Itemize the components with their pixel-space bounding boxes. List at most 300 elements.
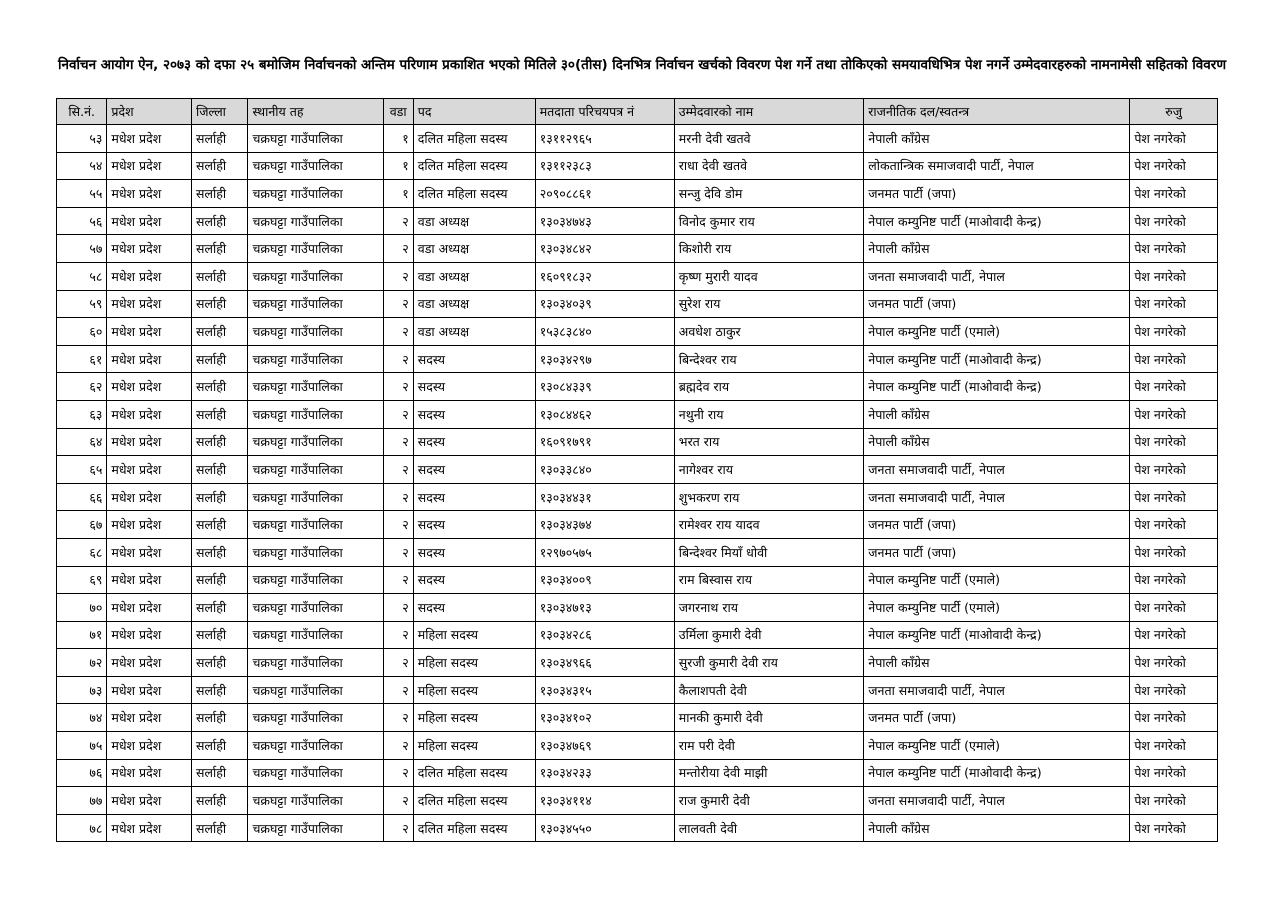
party-cell: नेपाल कम्युनिष्ट पार्टी (माओवादी केन्द्र) [864,621,1130,649]
province-cell: मधेश प्रदेश [107,594,192,622]
voter-id-cell: २०९०८८६१ [535,180,674,208]
voter-id-cell: १३०३४२३३ [535,759,674,787]
serial-cell: ७२ [57,649,107,677]
verification-cell: पेश नगरेको [1130,732,1218,760]
party-cell: नेपाली काँग्रेस [864,400,1130,428]
verification-cell: पेश नगरेको [1130,594,1218,622]
voter-id-cell: १३०३४३७४ [535,511,674,539]
serial-cell: ६० [57,318,107,346]
post-cell: दलित महिला सदस्य [413,125,535,153]
verification-cell: पेश नगरेको [1130,704,1218,732]
serial-cell: ७० [57,594,107,622]
party-cell: नेपाली काँग्रेस [864,814,1130,842]
verification-cell: पेश नगरेको [1130,290,1218,318]
serial-cell: ६६ [57,483,107,511]
province-cell: मधेश प्रदेश [107,566,192,594]
table-row [57,373,1218,401]
table-row [57,649,1218,677]
ward-cell: २ [383,262,413,290]
candidate-name-cell: मानकी कुमारी देवी [674,704,863,732]
voter-id-cell: १३०३४११४ [535,787,674,815]
post-cell: महिला सदस्य [413,704,535,732]
candidate-name-cell: राज कुमारी देवी [674,787,863,815]
candidate-name-cell: मरनी देवी खतवे [674,125,863,153]
candidate-name-cell: कैलाशपती देवी [674,676,863,704]
table-row [57,262,1218,290]
district-cell: सर्लाही [192,594,248,622]
serial-cell: ७६ [57,759,107,787]
verification-cell: पेश नगरेको [1130,511,1218,539]
serial-cell: ७५ [57,732,107,760]
local-level-cell: चक्रघट्टा गाउँपालिका [248,400,383,428]
post-cell: सदस्य [413,400,535,428]
serial-cell: ५६ [57,207,107,235]
candidate-name-cell: भरत राय [674,428,863,456]
serial-cell: ५९ [57,290,107,318]
district-cell: सर्लाही [192,566,248,594]
candidate-name-cell: शुभकरण राय [674,483,863,511]
ward-cell: २ [383,318,413,346]
ward-cell: २ [383,594,413,622]
serial-cell: ५८ [57,262,107,290]
district-cell: सर्लाही [192,649,248,677]
voter-id-cell: १३०८४४६२ [535,400,674,428]
ward-cell: २ [383,428,413,456]
ward-cell: २ [383,787,413,815]
candidate-name-cell: राधा देवी खतवे [674,152,863,180]
local-level-cell: चक्रघट्टा गाउँपालिका [248,345,383,373]
province-cell: मधेश प्रदेश [107,373,192,401]
table-row [57,290,1218,318]
local-level-cell: चक्रघट्टा गाउँपालिका [248,373,383,401]
ward-cell: २ [383,621,413,649]
col-header-voter-id: मतदाता परिचयपत्र नं [535,99,674,125]
party-cell: नेपाली काँग्रेस [864,428,1130,456]
province-cell: मधेश प्रदेश [107,125,192,153]
ward-cell: २ [383,759,413,787]
voter-id-cell: १३०३४३१५ [535,676,674,704]
candidate-table [56,98,1218,842]
province-cell: मधेश प्रदेश [107,787,192,815]
party-cell: नेपाल कम्युनिष्ट पार्टी (माओवादी केन्द्र) [864,207,1130,235]
party-cell: नेपाल कम्युनिष्ट पार्टी (एमाले) [864,594,1130,622]
table-row [57,318,1218,346]
table-row [57,483,1218,511]
serial-cell: ५५ [57,180,107,208]
ward-cell: २ [383,207,413,235]
local-level-cell: चक्रघट्टा गाउँपालिका [248,125,383,153]
serial-cell: ५३ [57,125,107,153]
province-cell: मधेश प्रदेश [107,538,192,566]
province-cell: मधेश प्रदेश [107,400,192,428]
candidate-name-cell: सन्जु देवि डोम [674,180,863,208]
table-row [57,207,1218,235]
voter-id-cell: १३०३४२८६ [535,621,674,649]
party-cell: जनता समाजवादी पार्टी, नेपाल [864,456,1130,484]
voter-id-cell: १३११२९६५ [535,125,674,153]
local-level-cell: चक्रघट्टा गाउँपालिका [248,428,383,456]
ward-cell: २ [383,538,413,566]
party-cell: लोकतान्त्रिक समाजवादी पार्टी, नेपाल [864,152,1130,180]
province-cell: मधेश प्रदेश [107,483,192,511]
post-cell: सदस्य [413,373,535,401]
serial-cell: ६३ [57,400,107,428]
party-cell: नेपाली काँग्रेस [864,125,1130,153]
table-row [57,400,1218,428]
candidate-name-cell: लालवती देवी [674,814,863,842]
district-cell: सर्लाही [192,732,248,760]
col-header-province: प्रदेश [107,99,192,125]
local-level-cell: चक्रघट्टा गाउँपालिका [248,262,383,290]
serial-cell: ६१ [57,345,107,373]
ward-cell: २ [383,456,413,484]
district-cell: सर्लाही [192,814,248,842]
post-cell: महिला सदस्य [413,621,535,649]
table-row [57,538,1218,566]
district-cell: सर्लाही [192,152,248,180]
post-cell: महिला सदस्य [413,649,535,677]
serial-cell: ७३ [57,676,107,704]
table-row [57,732,1218,760]
serial-cell: ६२ [57,373,107,401]
ward-cell: २ [383,676,413,704]
local-level-cell: चक्रघट्टा गाउँपालिका [248,207,383,235]
post-cell: वडा अध्यक्ष [413,262,535,290]
post-cell: सदस्य [413,456,535,484]
post-cell: दलित महिला सदस्य [413,180,535,208]
party-cell: जनता समाजवादी पार्टी, नेपाल [864,676,1130,704]
voter-id-cell: १३०३४०३९ [535,290,674,318]
province-cell: मधेश प्रदेश [107,318,192,346]
province-cell: मधेश प्रदेश [107,207,192,235]
party-cell: जनमत पार्टी (जपा) [864,290,1130,318]
local-level-cell: चक्रघट्टा गाउँपालिका [248,152,383,180]
table-row [57,787,1218,815]
ward-cell: २ [383,814,413,842]
serial-cell: ५४ [57,152,107,180]
province-cell: मधेश प्रदेश [107,649,192,677]
table-row [57,152,1218,180]
party-cell: जनमत पार्टी (जपा) [864,511,1130,539]
local-level-cell: चक्रघट्टा गाउँपालिका [248,594,383,622]
voter-id-cell: १३०३४९६६ [535,649,674,677]
post-cell: दलित महिला सदस्य [413,759,535,787]
voter-id-cell: १३०३४१०२ [535,704,674,732]
post-cell: सदस्य [413,538,535,566]
local-level-cell: चक्रघट्टा गाउँपालिका [248,483,383,511]
candidate-name-cell: जगरनाथ राय [674,594,863,622]
serial-cell: ६४ [57,428,107,456]
ward-cell: २ [383,373,413,401]
serial-cell: ७८ [57,814,107,842]
document-title: निर्वाचन आयोग ऐन, २०७३ को दफा २५ बमोजिम निर्वाचनको अन्तिम परिणाम प्रकाशित भएको मितिले ३०(तीस) दिनभित्र निर्वाचन खर्चको विवरण पेश गर्ने तथा तोकिएको समयावधिभित्र पेश नगर्ने उम्मेदवारहरुको नामनामेसी सहितको विवरण [58,57,1227,73]
post-cell: सदस्य [413,483,535,511]
local-level-cell: चक्रघट्टा गाउँपालिका [248,814,383,842]
local-level-cell: चक्रघट्टा गाउँपालिका [248,676,383,704]
ward-cell: २ [383,649,413,677]
ward-cell: २ [383,483,413,511]
ward-cell: २ [383,511,413,539]
verification-cell: पेश नगरेको [1130,373,1218,401]
party-cell: नेपाल कम्युनिष्ट पार्टी (एमाले) [864,318,1130,346]
post-cell: वडा अध्यक्ष [413,207,535,235]
local-level-cell: चक्रघट्टा गाउँपालिका [248,235,383,263]
serial-cell: ७७ [57,787,107,815]
verification-cell: पेश नगरेको [1130,235,1218,263]
candidate-name-cell: विनोद कुमार राय [674,207,863,235]
province-cell: मधेश प्रदेश [107,235,192,263]
candidate-name-cell: सुरेश राय [674,290,863,318]
province-cell: मधेश प्रदेश [107,152,192,180]
voter-id-cell: १२९७०५७५ [535,538,674,566]
ward-cell: २ [383,235,413,263]
local-level-cell: चक्रघट्टा गाउँपालिका [248,759,383,787]
voter-id-cell: १३११२३८३ [535,152,674,180]
local-level-cell: चक्रघट्टा गाउँपालिका [248,290,383,318]
verification-cell: पेश नगरेको [1130,621,1218,649]
col-header-local-level: स्थानीय तह [248,99,383,125]
post-cell: वडा अध्यक्ष [413,318,535,346]
voter-id-cell: १६०९१७९१ [535,428,674,456]
table-row [57,814,1218,842]
voter-id-cell: १५३८३८४० [535,318,674,346]
province-cell: मधेश प्रदेश [107,704,192,732]
party-cell: जनता समाजवादी पार्टी, नेपाल [864,787,1130,815]
ward-cell: १ [383,125,413,153]
district-cell: सर्लाही [192,676,248,704]
local-level-cell: चक्रघट्टा गाउँपालिका [248,621,383,649]
ward-cell: २ [383,400,413,428]
table-row [57,594,1218,622]
verification-cell: पेश नगरेको [1130,180,1218,208]
ward-cell: १ [383,152,413,180]
district-cell: सर्लाही [192,704,248,732]
candidate-name-cell: बिन्देश्वर राय [674,345,863,373]
party-cell: जनमत पार्टी (जपा) [864,538,1130,566]
table-header-row [57,99,1218,125]
candidate-name-cell: उर्मिला कुमारी देवी [674,621,863,649]
table-row [57,676,1218,704]
party-cell: नेपाल कम्युनिष्ट पार्टी (माओवादी केन्द्र) [864,345,1130,373]
verification-cell: पेश नगरेको [1130,814,1218,842]
table-row [57,125,1218,153]
province-cell: मधेश प्रदेश [107,456,192,484]
verification-cell: पेश नगरेको [1130,787,1218,815]
post-cell: दलित महिला सदस्य [413,814,535,842]
province-cell: मधेश प्रदेश [107,180,192,208]
post-cell: सदस्य [413,511,535,539]
province-cell: मधेश प्रदेश [107,290,192,318]
local-level-cell: चक्रघट्टा गाउँपालिका [248,318,383,346]
candidate-name-cell: ब्रह्मदेव राय [674,373,863,401]
candidate-name-cell: राम परी देवी [674,732,863,760]
serial-cell: ६८ [57,538,107,566]
table-row [57,428,1218,456]
party-cell: नेपाल कम्युनिष्ट पार्टी (एमाले) [864,732,1130,760]
party-cell: नेपाल कम्युनिष्ट पार्टी (माओवादी केन्द्र) [864,759,1130,787]
district-cell: सर्लाही [192,125,248,153]
province-cell: मधेश प्रदेश [107,759,192,787]
ward-cell: २ [383,345,413,373]
ward-cell: २ [383,732,413,760]
district-cell: सर्लाही [192,483,248,511]
col-header-verification: रुजु [1130,99,1218,125]
local-level-cell: चक्रघट्टा गाउँपालिका [248,649,383,677]
post-cell: वडा अध्यक्ष [413,235,535,263]
local-level-cell: चक्रघट्टा गाउँपालिका [248,456,383,484]
voter-id-cell: १३०३४२९७ [535,345,674,373]
district-cell: सर्लाही [192,180,248,208]
voter-id-cell: १३०३४००९ [535,566,674,594]
voter-id-cell: १३०३४७६९ [535,732,674,760]
post-cell: सदस्य [413,345,535,373]
post-cell: सदस्य [413,594,535,622]
verification-cell: पेश नगरेको [1130,318,1218,346]
party-cell: जनमत पार्टी (जपा) [864,704,1130,732]
verification-cell: पेश नगरेको [1130,207,1218,235]
candidate-name-cell: किशोरी राय [674,235,863,263]
district-cell: सर्लाही [192,262,248,290]
district-cell: सर्लाही [192,318,248,346]
col-header-party: राजनीतिक दल/स्वतन्त्र [864,99,1130,125]
local-level-cell: चक्रघट्टा गाउँपालिका [248,538,383,566]
district-cell: सर्लाही [192,787,248,815]
district-cell: सर्लाही [192,538,248,566]
province-cell: मधेश प्रदेश [107,345,192,373]
table-row [57,180,1218,208]
party-cell: जनता समाजवादी पार्टी, नेपाल [864,483,1130,511]
candidate-name-cell: नागेश्वर राय [674,456,863,484]
district-cell: सर्लाही [192,373,248,401]
table-row [57,621,1218,649]
verification-cell: पेश नगरेको [1130,538,1218,566]
voter-id-cell: १३०८४३३९ [535,373,674,401]
candidate-name-cell: रामेश्वर राय यादव [674,511,863,539]
district-cell: सर्लाही [192,400,248,428]
party-cell: नेपाल कम्युनिष्ट पार्टी (माओवादी केन्द्र) [864,373,1130,401]
post-cell: दलित महिला सदस्य [413,787,535,815]
voter-id-cell: १३०३४७४३ [535,207,674,235]
col-header-district: जिल्ला [192,99,248,125]
table-row [57,345,1218,373]
candidate-name-cell: नथुनी राय [674,400,863,428]
party-cell: नेपाली काँग्रेस [864,235,1130,263]
col-header-post: पद [413,99,535,125]
province-cell: मधेश प्रदेश [107,732,192,760]
province-cell: मधेश प्रदेश [107,428,192,456]
ward-cell: २ [383,704,413,732]
province-cell: मधेश प्रदेश [107,676,192,704]
post-cell: दलित महिला सदस्य [413,152,535,180]
verification-cell: पेश नगरेको [1130,428,1218,456]
ward-cell: २ [383,566,413,594]
verification-cell: पेश नगरेको [1130,400,1218,428]
province-cell: मधेश प्रदेश [107,814,192,842]
table-row [57,235,1218,263]
serial-cell: ६९ [57,566,107,594]
serial-cell: ७१ [57,621,107,649]
party-cell: जनमत पार्टी (जपा) [864,180,1130,208]
local-level-cell: चक्रघट्टा गाउँपालिका [248,511,383,539]
district-cell: सर्लाही [192,345,248,373]
verification-cell: पेश नगरेको [1130,456,1218,484]
table-row [57,456,1218,484]
province-cell: मधेश प्रदेश [107,262,192,290]
candidate-name-cell: कृष्ण मुरारी यादव [674,262,863,290]
table-row [57,511,1218,539]
verification-cell: पेश नगरेको [1130,152,1218,180]
party-cell: नेपाली काँग्रेस [864,649,1130,677]
table-row [57,566,1218,594]
voter-id-cell: १३०३४५५० [535,814,674,842]
local-level-cell: चक्रघट्टा गाउँपालिका [248,704,383,732]
col-header-serial: सि.नं. [57,99,107,125]
district-cell: सर्लाही [192,456,248,484]
post-cell: सदस्य [413,566,535,594]
voter-id-cell: १३०३३८४० [535,456,674,484]
table-row [57,759,1218,787]
post-cell: वडा अध्यक्ष [413,290,535,318]
ward-cell: १ [383,180,413,208]
candidate-name-cell: मन्तोरीया देवी माझी [674,759,863,787]
voter-id-cell: १३०३४८४२ [535,235,674,263]
verification-cell: पेश नगरेको [1130,566,1218,594]
local-level-cell: चक्रघट्टा गाउँपालिका [248,566,383,594]
local-level-cell: चक्रघट्टा गाउँपालिका [248,732,383,760]
serial-cell: ६७ [57,511,107,539]
district-cell: सर्लाही [192,235,248,263]
serial-cell: ५७ [57,235,107,263]
party-cell: जनता समाजवादी पार्टी, नेपाल [864,262,1130,290]
voter-id-cell: १३०३४४३१ [535,483,674,511]
voter-id-cell: १३०३४७१३ [535,594,674,622]
district-cell: सर्लाही [192,207,248,235]
verification-cell: पेश नगरेको [1130,262,1218,290]
district-cell: सर्लाही [192,511,248,539]
post-cell: सदस्य [413,428,535,456]
table-row [57,704,1218,732]
post-cell: महिला सदस्य [413,732,535,760]
verification-cell: पेश नगरेको [1130,125,1218,153]
candidate-name-cell: सुरजी कुमारी देवी राय [674,649,863,677]
province-cell: मधेश प्रदेश [107,621,192,649]
col-header-candidate-name: उम्मेदवारको नाम [674,99,863,125]
serial-cell: ६५ [57,456,107,484]
serial-cell: ७४ [57,704,107,732]
province-cell: मधेश प्रदेश [107,511,192,539]
verification-cell: पेश नगरेको [1130,483,1218,511]
verification-cell: पेश नगरेको [1130,759,1218,787]
candidate-name-cell: राम बिस्वास राय [674,566,863,594]
local-level-cell: चक्रघट्टा गाउँपालिका [248,787,383,815]
candidate-name-cell: बिन्देश्वर मियाँ धोवी [674,538,863,566]
col-header-ward: वडा [383,99,413,125]
district-cell: सर्लाही [192,759,248,787]
post-cell: महिला सदस्य [413,676,535,704]
voter-id-cell: १६०९१८३२ [535,262,674,290]
party-cell: नेपाल कम्युनिष्ट पार्टी (एमाले) [864,566,1130,594]
district-cell: सर्लाही [192,428,248,456]
verification-cell: पेश नगरेको [1130,676,1218,704]
verification-cell: पेश नगरेको [1130,345,1218,373]
district-cell: सर्लाही [192,290,248,318]
verification-cell: पेश नगरेको [1130,649,1218,677]
ward-cell: २ [383,290,413,318]
local-level-cell: चक्रघट्टा गाउँपालिका [248,180,383,208]
district-cell: सर्लाही [192,621,248,649]
candidate-name-cell: अवधेश ठाकुर [674,318,863,346]
table-body [57,125,1218,842]
